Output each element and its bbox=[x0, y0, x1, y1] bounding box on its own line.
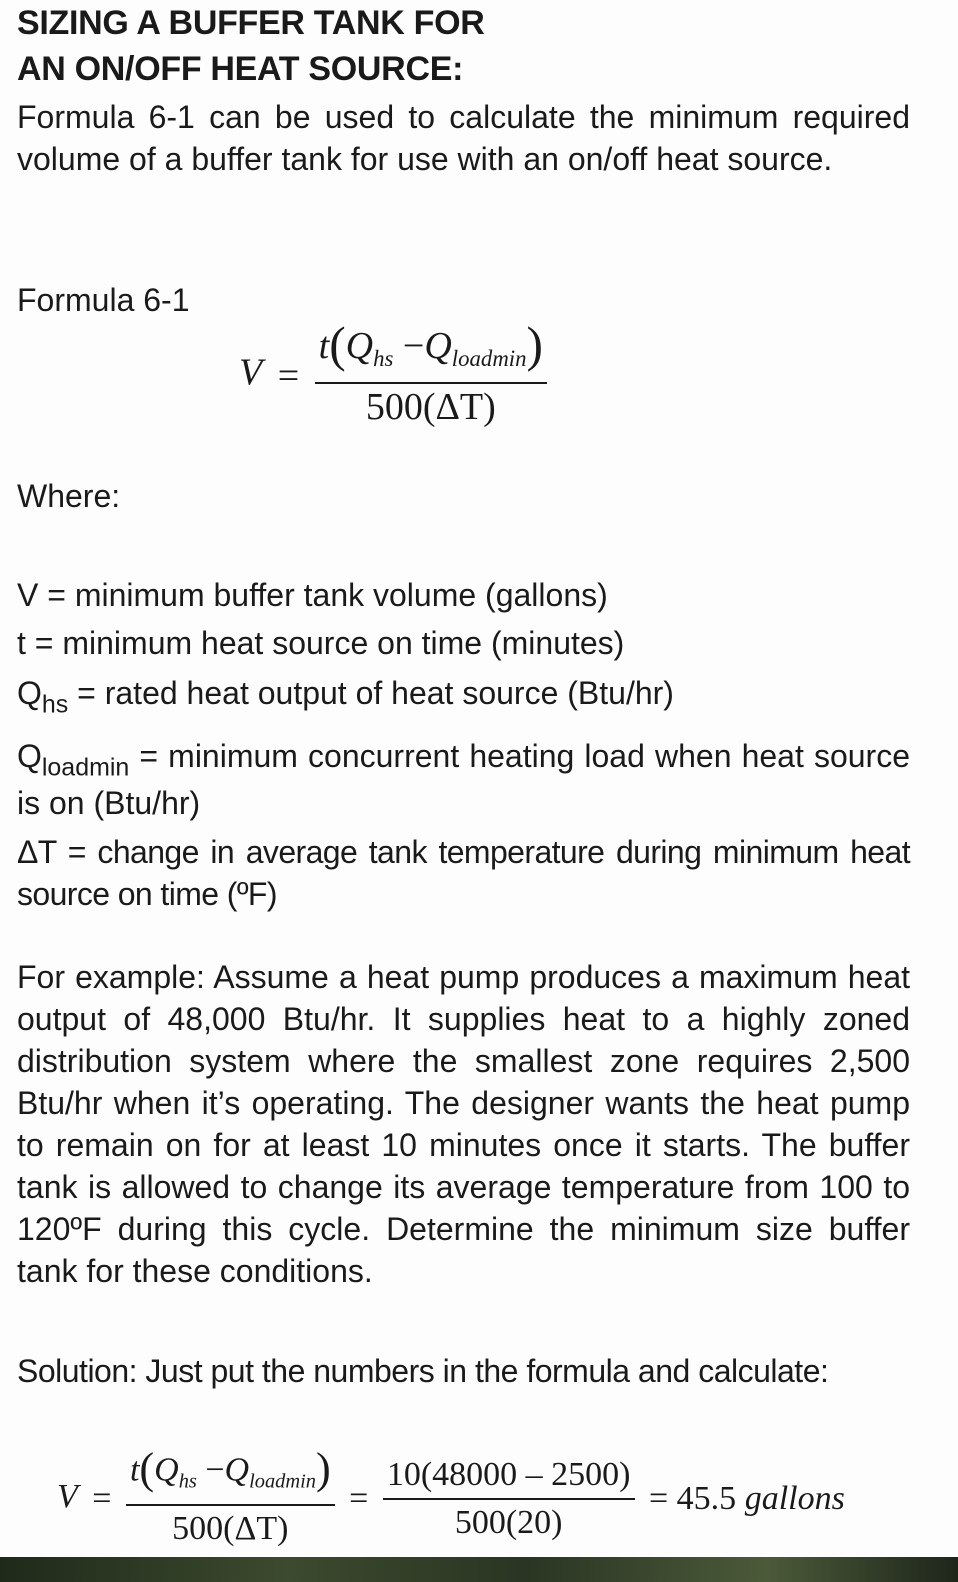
where-label: Where: bbox=[17, 478, 121, 514]
solution-line: Solution: Just put the numbers in the formula and calculate: bbox=[17, 1353, 829, 1389]
definitions-list bbox=[17, 574, 910, 915]
definition-t: t = minimum heat source on time (minutes) bbox=[17, 625, 625, 661]
calc-result bbox=[643, 1480, 851, 1518]
page-title bbox=[17, 0, 485, 92]
calc-q-load: Q bbox=[224, 1451, 250, 1489]
calc-fraction-2 bbox=[383, 1452, 635, 1546]
formula-minus: − bbox=[402, 325, 425, 368]
calc-q-hs: Q bbox=[154, 1451, 179, 1489]
example-paragraph: For example: Assume a heat pump produces a maximum heat output of 48,000 Btu/hr. It supplies heat to a highly zoned distribution system where the smallest zone requires 2,500 Btu/hr when it’s operating. The designer wants the heat pump to remain on for at least 10 minutes once it starts. The buffer tank is allowed to change its average temperature from 100 to 120ºF during this cycle. Determine the minimum size buffer tank for these conditions. bbox=[17, 959, 910, 1289]
calc-minus: − bbox=[205, 1451, 225, 1489]
calc-numerator-2: 10(48000 – 2500) bbox=[383, 1452, 635, 1500]
formula-lhs: V bbox=[239, 351, 263, 394]
calc-result-value: = 45.5 bbox=[649, 1480, 737, 1518]
definition-qloadmin-symbol: Q bbox=[17, 737, 42, 774]
formula-label: Formula 6-1 bbox=[17, 282, 190, 318]
calc-sub-loadmin: loadmin bbox=[249, 1470, 316, 1493]
definition-qhs bbox=[17, 672, 910, 726]
calc-equals-2: = bbox=[349, 1480, 369, 1518]
formula-numerator: $t(Q_{hs} -Q_{loadmin})$ bbox=[315, 322, 547, 384]
calc-sub-hs: hs bbox=[178, 1470, 197, 1493]
worked-calculation bbox=[57, 1446, 851, 1552]
calc-numerator-1: $t(Q_{hs} -Q_{loadmin})$ bbox=[126, 1446, 335, 1506]
calc-denominator-2: 500(20) bbox=[454, 1504, 563, 1542]
formula-6-1 bbox=[239, 317, 547, 430]
definition-delta-t: ΔT = change in average tank temperature during minimum heat source on time (ºF) bbox=[17, 834, 910, 913]
title-line-2: AN ON/OFF HEAT SOURCE: bbox=[17, 50, 464, 88]
definition-qhs-text: = rated heat output of heat source (Btu/hr) bbox=[68, 675, 674, 711]
calc-denominator-1: 500(ΔT) bbox=[172, 1510, 289, 1548]
title-line-1: SIZING A BUFFER TANK FOR bbox=[17, 4, 485, 42]
formula-q-load: Q bbox=[424, 325, 452, 368]
definition-qloadmin bbox=[17, 738, 910, 822]
intro-paragraph: Formula 6-1 can be used to calculate the minimum required volume of a buffer tank for use with an on/off heat source. bbox=[17, 99, 910, 177]
formula-sub-loadmin: loadmin bbox=[451, 346, 527, 372]
calc-result-unit: gallons bbox=[744, 1480, 845, 1518]
bottom-photo-strip bbox=[0, 1557, 958, 1582]
definition-qloadmin-text: = minimum concurrent heating load when heat source is on (Btu/hr) bbox=[17, 737, 910, 822]
calc-lhs: V bbox=[57, 1478, 78, 1516]
calc-t: t bbox=[129, 1451, 140, 1489]
definition-qhs-subscript: hs bbox=[41, 690, 69, 719]
formula-equals: = bbox=[277, 355, 300, 398]
formula-t: t bbox=[318, 325, 330, 368]
formula-sub-hs: hs bbox=[373, 346, 394, 372]
formula-q-hs: Q bbox=[345, 325, 374, 368]
calc-fraction-1 bbox=[126, 1446, 335, 1552]
calc-equals-1: = bbox=[92, 1480, 112, 1518]
definition-qhs-symbol: Q bbox=[17, 675, 42, 711]
formula-denominator: 500(ΔT) bbox=[365, 386, 496, 429]
formula-fraction bbox=[315, 317, 547, 430]
definition-v: V = minimum buffer tank volume (gallons) bbox=[17, 577, 608, 613]
definition-qloadmin-subscript: loadmin bbox=[41, 753, 130, 782]
